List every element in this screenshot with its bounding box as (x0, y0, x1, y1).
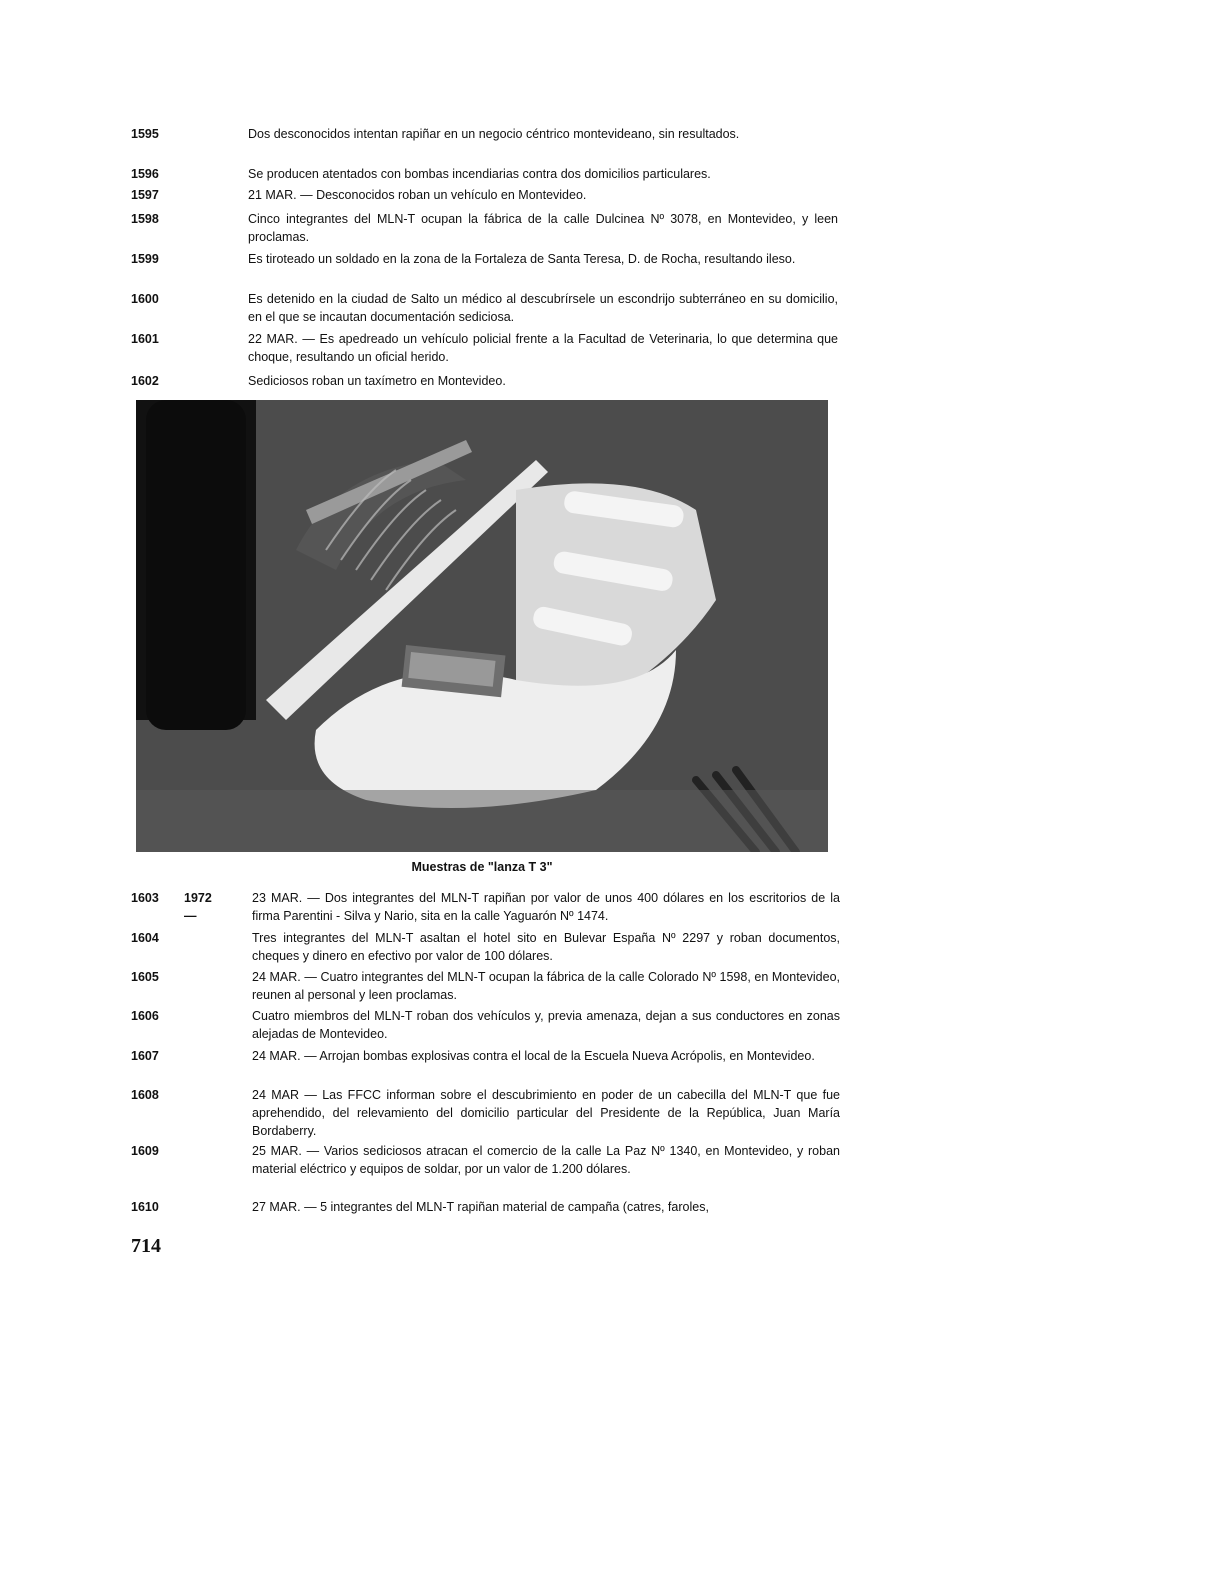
entry-number: 1600 (131, 292, 159, 306)
entry-number: 1601 (131, 332, 159, 346)
page-number: 714 (131, 1235, 161, 1257)
entry-number: 1609 (131, 1144, 159, 1158)
entry-text: 24 MAR — Las FFCC informan sobre el descubrimiento en poder de un cabecilla del MLN-T que fue aprehendido, del relevamiento del domicilio particular del Presidente de la República, Juan María Bordaberry. (252, 1088, 840, 1138)
entry-text: Es detenido en la ciudad de Salto un médico al descubrírsele un escondrijo subterráneo en su domicilio, en el que se incautan documentación sediciosa. (248, 292, 838, 324)
entry-text: 21 MAR. — Desconocidos roban un vehículo en Montevideo. (248, 188, 587, 202)
entry-number: 1604 (131, 931, 159, 945)
entry-text: Cinco integrantes del MLN-T ocupan la fábrica de la calle Dulcinea Nº 3078, en Montevideo, y leen proclamas. (248, 212, 838, 244)
photo-caption: Muestras de "lanza T 3" (411, 860, 553, 874)
entry-text: 24 MAR. — Cuatro integrantes del MLN-T ocupan la fábrica de la calle Colorado Nº 1598, en Montevideo, reunen al personal y leen proclamas. (252, 970, 840, 1002)
entry-text: 27 MAR. — 5 integrantes del MLN-T rapiñan material de campaña (catres, faroles, (252, 1200, 709, 1214)
entry-number: 1595 (131, 127, 159, 141)
entry-number: 1598 (131, 212, 159, 226)
entry-number: 1608 (131, 1088, 159, 1102)
entry-text: 24 MAR. — Arrojan bombas explosivas contra el local de la Escuela Nueva Acrópolis, en Montevideo. (252, 1049, 815, 1063)
entry-text: Sediciosos roban un taxímetro en Montevideo. (248, 374, 506, 388)
entry-number: 1597 (131, 188, 159, 202)
entry-number: 1606 (131, 1009, 159, 1023)
entry-text: Dos desconocidos intentan rapiñar en un negocio céntrico montevideano, sin resultados. (248, 127, 740, 141)
weapon-photograph (136, 400, 828, 852)
entry-number: 1596 (131, 167, 159, 181)
entry-number: 1603 (131, 891, 159, 905)
entry-number: 1610 (131, 1200, 159, 1214)
entry-year: 1972 — (184, 891, 212, 923)
entry-text: Se producen atentados con bombas incendiarias contra dos domicilios particulares. (248, 167, 711, 181)
entry-number: 1599 (131, 252, 159, 266)
entry-text: Tres integrantes del MLN-T asaltan el hotel sito en Bulevar España Nº 2297 y roban documentos, cheques y dinero en efectivo por valor de 100 dólares. (252, 931, 840, 963)
entry-text: Es tiroteado un soldado en la zona de la Fortaleza de Santa Teresa, D. de Rocha, resultando ileso. (248, 252, 796, 266)
entry-number: 1605 (131, 970, 159, 984)
entry-number: 1607 (131, 1049, 159, 1063)
entry-text: Cuatro miembros del MLN-T roban dos vehículos y, previa amenaza, dejan a sus conductores en zonas alejadas de Montevideo. (252, 1009, 840, 1041)
entry-number: 1602 (131, 374, 159, 388)
entry-text: 23 MAR. — Dos integrantes del MLN-T rapiñan por valor de unos 400 dólares en los escritorios de la firma Parentini - Silva y Nario, sita en la calle Yaguarón Nº 1474. (252, 891, 840, 923)
entry-text: 25 MAR. — Varios sediciosos atracan el comercio de la calle La Paz Nº 1340, en Montevideo, y roban material eléctrico y equipos de soldar, por un valor de 1.200 dólares. (252, 1144, 840, 1176)
entry-text: 22 MAR. — Es apedreado un vehículo policial frente a la Facultad de Veterinaria, lo que determina que choque, resultando un oficial herido. (248, 332, 838, 364)
